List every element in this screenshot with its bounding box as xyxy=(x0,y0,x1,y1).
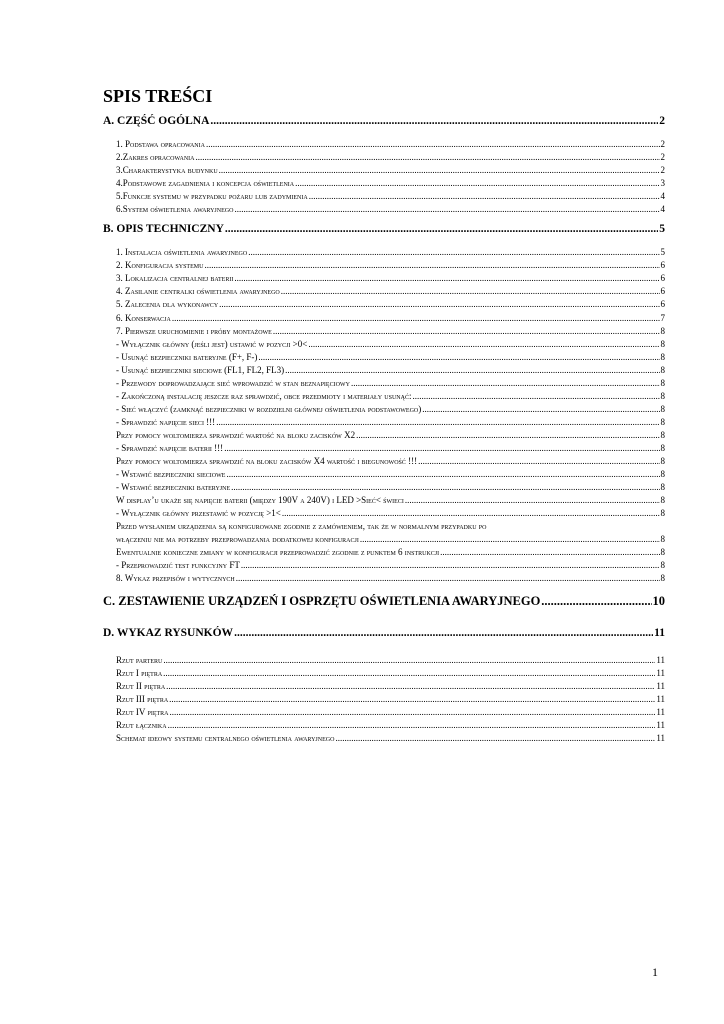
leader-dots xyxy=(356,429,659,442)
toc-page-number: 4 xyxy=(660,204,665,215)
leader-dots xyxy=(541,594,651,608)
toc-section-b[interactable] xyxy=(103,222,665,236)
leader-dots xyxy=(309,190,660,203)
toc-item[interactable] xyxy=(103,481,665,494)
leader-dots xyxy=(204,259,659,272)
leader-dots xyxy=(440,546,659,559)
toc-item-label: Przy pomocy woltomierza sprawdzić na bloku zacisków X4 wartość i biegunowość !!! xyxy=(116,456,418,467)
toc-item[interactable] xyxy=(103,680,665,693)
toc-item[interactable] xyxy=(103,546,665,559)
toc-item[interactable] xyxy=(103,364,665,377)
toc-item-label: 3. Lokalizacja centralnej baterii xyxy=(116,273,234,284)
toc-page-number: 3 xyxy=(660,178,665,189)
toc-page-number: 11 xyxy=(656,680,665,691)
toc-item-label: 8. Wykaz przepisów i wytycznych xyxy=(116,573,235,584)
leader-dots xyxy=(216,416,659,429)
toc-item[interactable] xyxy=(103,312,665,325)
toc-item[interactable] xyxy=(103,667,665,680)
toc-item[interactable] xyxy=(103,572,665,585)
toc-item-label: Schemat ideowy systemu centralnego oświetlenia awaryjnego xyxy=(116,732,335,743)
toc-page-number: 8 xyxy=(660,482,665,493)
toc-item-label: 5.Funkcje systemu w przypadku pożaru lub zadymienia xyxy=(116,191,308,202)
toc-item[interactable] xyxy=(103,285,665,298)
toc-page-number: 8 xyxy=(660,442,665,453)
toc-page-number: 8 xyxy=(660,325,665,336)
toc-item-wrap-first: Przed wysłaniem urządzenia są konfigurowane zgodnie z zamówieniem, tak że w normalnym przypadku po xyxy=(116,521,487,532)
toc-item[interactable] xyxy=(103,507,665,520)
toc-page-number: 8 xyxy=(660,456,665,467)
toc-item[interactable] xyxy=(103,325,665,338)
toc-page-number: 7 xyxy=(660,312,665,323)
toc-page-number: 10 xyxy=(652,593,665,608)
toc-section-label: C. ZESTAWIENIE URZĄDZEŃ I OSPRZĘTU OŚWIETLENIA AWARYJNEGO xyxy=(103,593,541,608)
leader-dots xyxy=(169,693,655,706)
leader-dots xyxy=(210,114,658,128)
leader-dots xyxy=(285,364,659,377)
toc-page-number: 2 xyxy=(660,139,665,149)
leader-dots xyxy=(351,377,660,390)
toc-page-number: 2 xyxy=(660,165,665,176)
toc-item-label: - Przewody doprowadzające sieć wprowadzić w stan beznapięciowy xyxy=(116,377,350,388)
toc-title: SPIS TREŚCI xyxy=(103,86,213,106)
toc-item[interactable] xyxy=(103,654,665,667)
toc-item-label: włączeniu nie ma potrzeby przeprowadzania dodatkowej konfiguracji xyxy=(116,534,359,545)
toc-section-label: D. WYKAZ RYSUNKÓW xyxy=(103,626,234,639)
leader-dots xyxy=(248,246,659,259)
toc-item-label: - Wyłącznik główny przestawić w pozycję >1< xyxy=(116,508,281,519)
toc-page-number: 6 xyxy=(660,286,665,297)
toc-page-number: 11 xyxy=(656,667,665,678)
toc-page-number: 6 xyxy=(660,299,665,310)
leader-dots xyxy=(219,298,659,311)
toc-item-label: 6.System oświetlenia awaryjnego xyxy=(116,204,234,215)
toc-section-c[interactable] xyxy=(103,594,665,608)
toc-item-label: Rzut łącznika xyxy=(116,719,167,730)
toc-section-b-list-after xyxy=(103,546,665,585)
toc-item-label: - Przeprowadzić test funkcyjny FT xyxy=(116,560,240,571)
toc-item-label: 5. Zalecenia dla wykonawcy xyxy=(116,299,219,310)
toc-section-a[interactable] xyxy=(103,114,665,128)
toc-section-label: A. CZĘŚĆ OGÓLNA xyxy=(103,115,210,127)
toc-page-number: 8 xyxy=(660,351,665,362)
toc-item[interactable] xyxy=(103,468,665,481)
toc-item-label: - Usunąć bezpieczniki bateryjne (F+, F-) xyxy=(116,351,258,362)
toc-item-label: 4. Zasilanie centralki oświetlenia awaryjnego xyxy=(116,286,280,297)
leader-dots xyxy=(360,533,660,546)
toc-item-label: 6. Konserwacja xyxy=(116,312,171,323)
toc-page-number: 8 xyxy=(660,534,665,545)
leader-dots xyxy=(412,390,659,403)
toc-page-number: 8 xyxy=(660,390,665,401)
toc-page-number: 11 xyxy=(656,693,665,704)
toc-item-label: Rzut II piętra xyxy=(116,680,166,691)
toc-page-number: 8 xyxy=(660,377,665,388)
toc-item[interactable] xyxy=(103,259,665,272)
leader-dots xyxy=(206,138,660,151)
toc-item[interactable] xyxy=(103,190,665,203)
toc-item[interactable] xyxy=(103,693,665,706)
leader-dots xyxy=(224,442,659,455)
toc-item-label: Przy pomocy woltomierza sprawdzić wartość na bloku zacisków X2 xyxy=(116,429,356,440)
toc-item-label: 1. Podstawa opracowania xyxy=(116,139,205,149)
toc-section-d[interactable] xyxy=(103,626,665,640)
leader-dots xyxy=(418,455,659,468)
toc-page-number: 8 xyxy=(660,403,665,414)
toc-section-label: B. OPIS TECHNICZNY xyxy=(103,223,224,236)
toc-item-label: Ewentualnie konieczne zmiany w konfiguracji przeprowadzić zgodnie z punktem 6 instrukcji xyxy=(116,547,440,558)
toc-item[interactable] xyxy=(103,351,665,364)
toc-item-label: W display’u ukaże się napięcie baterii (między 190V a 240V) i LED >Sieć< świeci xyxy=(116,495,404,506)
toc-item-label: 2.Zakres opracowania xyxy=(116,152,195,163)
leader-dots xyxy=(170,706,656,719)
toc-item-wrap-second[interactable] xyxy=(103,533,665,546)
toc-item-label: Rzut I piętra xyxy=(116,667,163,678)
leader-dots xyxy=(166,680,655,693)
leader-dots xyxy=(234,203,659,216)
toc-item[interactable] xyxy=(103,706,665,719)
toc-item-label: - Usunąć bezpieczniki sieciowe (FL1, FL2, FL3) xyxy=(116,364,285,375)
toc-page-number: 6 xyxy=(660,260,665,271)
toc-item-label: - Wstawić bezpieczniki bateryjne xyxy=(116,482,231,493)
leader-dots xyxy=(335,732,655,745)
toc-item[interactable] xyxy=(103,559,665,572)
toc-page-number: 11 xyxy=(656,719,665,730)
toc-page-number: 4 xyxy=(660,191,665,202)
toc-item-label: 3.Charakterystyka budynku xyxy=(116,165,218,176)
leader-dots xyxy=(225,222,658,236)
toc-item[interactable] xyxy=(103,138,665,151)
page-number: 1 xyxy=(652,965,658,979)
leader-dots xyxy=(172,312,660,325)
toc-section-a-list xyxy=(103,138,665,216)
toc-page-number: 11 xyxy=(656,732,665,743)
toc-page-number: 5 xyxy=(659,223,665,236)
leader-dots xyxy=(234,626,653,640)
toc-item[interactable] xyxy=(103,429,665,442)
toc-item[interactable] xyxy=(103,416,665,429)
leader-dots xyxy=(295,177,659,190)
toc-item[interactable] xyxy=(103,719,665,732)
leader-dots xyxy=(273,325,660,338)
toc-page-number: 8 xyxy=(660,364,665,375)
leader-dots xyxy=(281,285,660,298)
toc-page-number: 6 xyxy=(660,273,665,284)
toc-page-number: 2 xyxy=(660,152,665,163)
toc-item-label: 4.Podstawowe zagadnienia i koncepcja oświetlenia xyxy=(116,178,295,189)
toc-page xyxy=(103,84,665,745)
toc-item-label: Rzut IV piętra xyxy=(116,706,169,717)
toc-page-number: 11 xyxy=(654,626,665,639)
toc-section-d-list xyxy=(103,654,665,745)
toc-item[interactable] xyxy=(103,298,665,311)
toc-page-number: 8 xyxy=(660,416,665,427)
toc-page-number: 8 xyxy=(660,547,665,558)
leader-dots xyxy=(196,151,660,164)
leader-dots xyxy=(405,494,660,507)
toc-page-number: 8 xyxy=(660,469,665,480)
toc-item-label: - Zakończoną instalację jeszcze raz sprawdzić, obce przedmioty i materiały usunąć: xyxy=(116,390,412,401)
toc-page-number: 8 xyxy=(660,573,665,584)
leader-dots xyxy=(219,164,660,177)
toc-page-number: 11 xyxy=(656,706,665,717)
toc-item[interactable] xyxy=(103,377,665,390)
toc-item[interactable] xyxy=(103,732,665,745)
leader-dots xyxy=(163,654,655,667)
toc-item[interactable] xyxy=(103,338,665,351)
toc-item[interactable] xyxy=(103,403,665,416)
toc-item-label: 1. Instalacja oświetlenia awaryjnego xyxy=(116,247,248,258)
toc-page-number: 2 xyxy=(659,115,665,127)
toc-item[interactable] xyxy=(103,272,665,285)
toc-item-label: Rzut III piętra xyxy=(116,693,169,704)
toc-item-label: - Sieć włączyć (zamknąć bezpieczniki w rozdzielni głównej oświetlenia podstawowego) xyxy=(116,403,422,414)
toc-item[interactable] xyxy=(103,390,665,403)
toc-item-label: - Sprawdzić napięcie sieci !!! xyxy=(116,416,216,427)
toc-section-b-list xyxy=(103,246,665,520)
toc-item-label: - Sprawdzić napięcie baterii !!! xyxy=(116,442,224,453)
toc-page-number: 8 xyxy=(660,560,665,571)
leader-dots xyxy=(282,507,660,520)
toc-page-number: 11 xyxy=(656,654,665,665)
leader-dots xyxy=(168,719,656,732)
leader-dots xyxy=(308,338,659,351)
toc-item[interactable] xyxy=(103,442,665,455)
toc-item-label: Rzut parteru xyxy=(116,654,163,665)
leader-dots xyxy=(241,559,660,572)
toc-item[interactable] xyxy=(103,455,665,468)
leader-dots xyxy=(226,468,659,481)
leader-dots xyxy=(236,572,660,585)
leader-dots xyxy=(258,351,659,364)
toc-item[interactable] xyxy=(103,203,665,216)
toc-page-number: 8 xyxy=(660,338,665,349)
toc-item-label: 7. Pierwsze uruchomienie i próby montażowe xyxy=(116,325,272,336)
toc-page-number: 8 xyxy=(660,429,665,440)
toc-item-label: - Wstawić bezpieczniki sieciowe xyxy=(116,469,226,480)
toc-page-number: 8 xyxy=(660,495,665,506)
toc-item[interactable] xyxy=(103,246,665,259)
leader-dots xyxy=(231,481,659,494)
toc-page-number: 5 xyxy=(660,247,665,258)
leader-dots xyxy=(163,667,655,680)
toc-page-number: 8 xyxy=(660,508,665,519)
toc-item[interactable] xyxy=(103,177,665,190)
toc-item-label: - Wyłącznik główny (jeśli jest) ustawić w pozycji >0< xyxy=(116,338,308,349)
toc-item[interactable] xyxy=(103,151,665,164)
toc-item-label: 2. Konfiguracja systemu xyxy=(116,260,204,271)
toc-item[interactable] xyxy=(103,494,665,507)
leader-dots xyxy=(422,403,659,416)
toc-item[interactable] xyxy=(103,164,665,177)
leader-dots xyxy=(234,272,659,285)
